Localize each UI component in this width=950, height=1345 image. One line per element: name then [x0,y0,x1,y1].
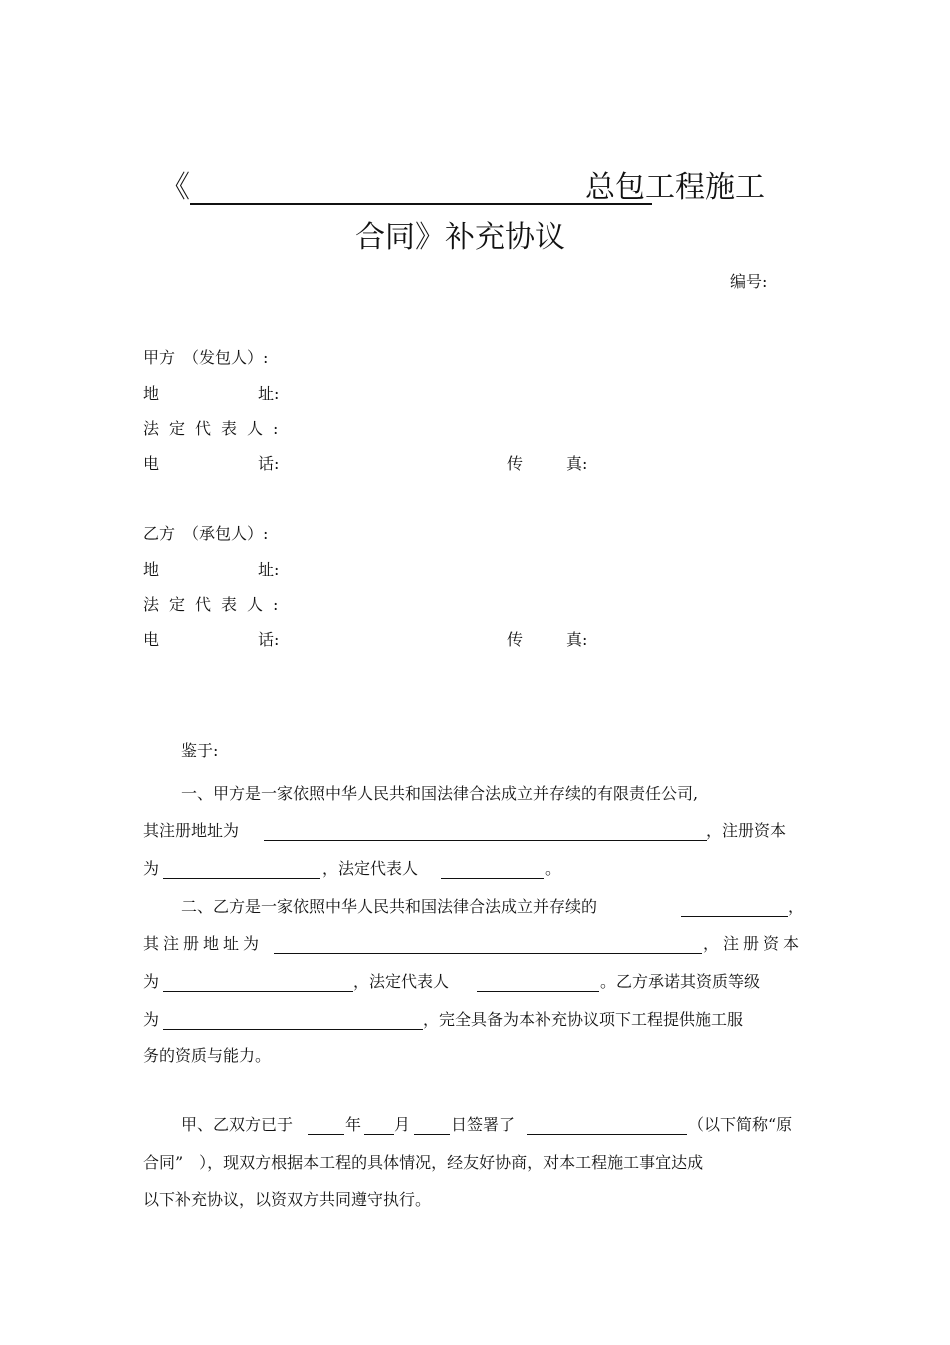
party-b-phone-label-2: 话: [258,630,280,649]
party-b-company-type-blank [681,916,788,917]
serial-number-label: 编号: [730,272,768,291]
original-contract-name-blank [527,1134,687,1135]
party-b-qualification-blank [163,1029,423,1030]
party-a-heading: 甲方 （发包人）: [143,348,269,367]
recital-3-year: 年 [345,1115,362,1134]
recital-2-line-5: 务的资质与能力。 [143,1046,272,1065]
recital-1-line-3-end: 。 [545,859,562,878]
recital-1-address-label: 其注册地址为 [143,821,240,840]
recital-2-capital-label: ，注册资本 [703,934,804,953]
title-line2: 合同》补充协议 [355,220,565,255]
party-b-fax-label-1: 传 [507,630,524,649]
recital-3-day-signed: 日签署了 [451,1115,516,1134]
party-a-address-label-2: 址: [258,384,280,403]
party-b-rep-blank [477,991,599,992]
recital-1-line-3-start: 为 [143,859,160,878]
recital-2-line-1: 二、乙方是一家依照中华人民共和国法律合法成立并存续的 [181,897,598,916]
party-b-address-label-1: 地 [143,560,160,579]
sign-month-blank [364,1134,394,1135]
sign-day-blank [414,1134,450,1135]
recital-1-line-1: 一、甲方是一家依照中华人民共和国法律合法成立并存续的有限责任公司, [181,784,699,803]
recital-3-month: 月 [394,1115,411,1134]
party-b-address-blank [274,953,702,954]
recital-1-rep-label: ，法定代表人 [322,859,419,878]
party-b-fax-label-2: 真: [566,630,588,649]
party-a-rep-blank [441,878,544,879]
title-project-name-blank [190,203,652,205]
party-a-capital-blank [163,878,320,879]
sign-year-blank [308,1134,344,1135]
recital-2-qualification-label: 。乙方承诺其资质等级 [600,972,761,991]
party-b-phone-label-1: 电 [143,630,160,649]
party-b-capital-blank [163,991,353,992]
party-b-heading: 乙方 （承包人）: [143,524,269,543]
party-a-fax-label-1: 传 [507,454,524,473]
party-a-legal-rep-label: 法定代表人: [143,419,289,438]
recitals-intro: 鉴于: [181,741,219,760]
recital-2-line-1-end: ， [788,897,805,916]
party-b-legal-rep-label: 法定代表人: [143,595,289,614]
recital-2-line-4-text: ，完全具备为本补充协议项下工程提供施工服 [423,1010,744,1029]
recital-2-line-4-start: 为 [143,1010,160,1029]
title-open-bracket: 《 [160,170,190,205]
party-a-address-blank [264,840,707,841]
recital-3-line-3: 以下补充协议，以资双方共同遵守执行。 [143,1190,432,1209]
title-line1: 总包工程施工 [585,170,765,205]
recital-3-line-1-end: （以下简称“原 [688,1115,793,1134]
recital-3-line-1-start: 甲、乙双方已于 [181,1115,294,1134]
party-a-phone-label-1: 电 [143,454,160,473]
recital-2-line-3-start: 为 [143,972,160,991]
party-a-fax-label-2: 真: [566,454,588,473]
party-a-address-label-1: 地 [143,384,160,403]
recital-2-rep-label: ，法定代表人 [353,972,450,991]
party-b-address-label-2: 址: [258,560,280,579]
recital-1-capital-label: ，注册资本 [706,821,787,840]
recital-3-line-2: 合同” ），现双方根据本工程的具体情况，经友好协商，对本工程施工事宜达成 [143,1153,704,1172]
recital-2-address-label: 其注册地址为 [143,934,264,953]
party-a-phone-label-2: 话: [258,454,280,473]
